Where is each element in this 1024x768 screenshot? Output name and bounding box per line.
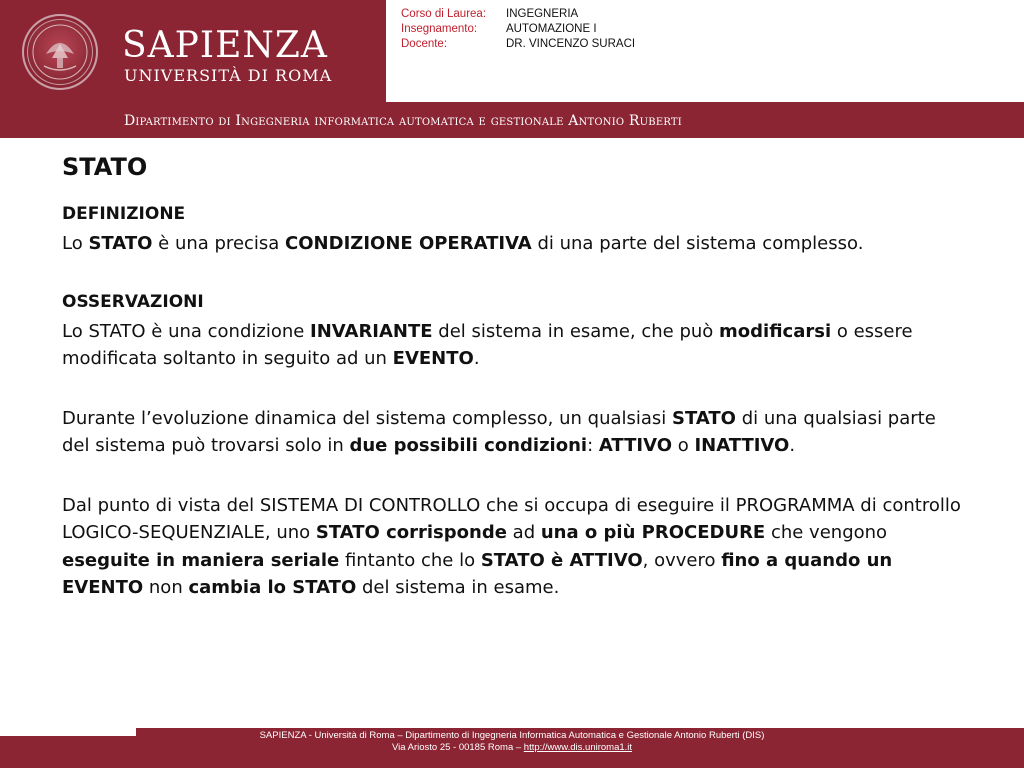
body-text: Dal punto di vista del SISTEMA DI CONTROLLO che si occupa di eseguire il PROGRAMMA di controllo LOGICO-SEQUENZIALE, uno [62,494,961,543]
department-bar [0,102,1024,138]
observation-paragraph-3 [62,492,962,602]
observation-paragraph-1 [62,318,962,373]
emphasis-text: EVENTO [392,348,474,369]
course-label: Insegnamento: [401,23,478,35]
slide-content [62,152,962,634]
body-text: . [789,435,796,456]
footer-contact-line [0,742,1024,753]
body-text: Lo STATO è una condizione [62,320,311,342]
emphasis-text: STATO [88,233,153,254]
emphasis-text: CONDIZIONE OPERATIVA [285,233,532,254]
course-value: AUTOMAZIONE I [506,23,597,35]
emphasis-text: INVARIANTE [310,320,433,342]
body-text: , ovvero [642,549,722,571]
section-heading-osservazioni: OSSERVAZIONI [62,291,204,312]
department-name: Dipartimento di Ingegneria informatica automatica e gestionale Antonio Ruberti [124,113,682,129]
footer-street: Via Ariosto 25 - 00185 Roma – [391,742,524,753]
body-text: fintanto che lo [339,549,481,571]
body-text: è una precisa [152,233,286,254]
body-text: di una qualsiasi parte del sistema può trovarsi solo in [62,407,936,456]
university-logo-panel [0,0,386,102]
body-text: o essere modificata soltanto in seguito ad un [62,320,913,369]
emphasis-text: cambia lo STATO [188,577,357,598]
course-row-teacher [401,37,635,52]
emphasis-text: STATO è ATTIVO [480,549,643,571]
course-label: Corso di Laurea: [401,8,487,20]
course-label: Docente: [401,38,448,50]
body-text: o [672,435,695,456]
university-seal-icon [22,14,98,90]
slide-title: STATO [62,153,148,181]
university-name: SAPIENZA [122,25,328,66]
emphasis-text: STATO [672,407,736,429]
body-text: : [587,435,599,456]
course-row-degree [401,7,635,22]
emphasis-text: STATO corrisponde [315,522,507,543]
observation-paragraph-2 [62,405,962,460]
emphasis-text: una o più PROCEDURE [540,522,766,543]
course-value: INGEGNERIA [506,8,579,20]
university-subtitle: UNIVERSITÀ DI ROMA [124,66,333,85]
body-text: . [473,348,480,369]
course-value: DR. VINCENZO SURACI [506,38,636,50]
emphasis-text: due possibili condizioni [349,435,588,456]
course-row-subject [401,22,635,37]
emphasis-text: ATTIVO [598,435,672,456]
body-text: Lo [62,233,89,254]
body-text: che vengono [765,522,888,543]
body-text: Durante l’evoluzione dinamica del sistema complesso, un qualsiasi [62,407,673,429]
body-text: non [143,577,189,598]
footer-address-line: SAPIENZA - Università di Roma – Dipartimento di Ingegneria Informatica Automatica e Gestionale Antonio Ruberti (DIS) [259,730,765,741]
body-text: del sistema in esame, che può [432,320,720,342]
course-info [401,7,635,52]
body-text: di una parte del sistema complesso. [531,233,864,254]
body-text: del sistema in esame. [356,577,560,598]
body-text: ad [506,522,541,543]
emphasis-text: eseguite in maniera seriale [62,549,340,571]
website-link[interactable]: http://www.dis.uniroma1.it [523,742,633,753]
emphasis-text: fino a quando un EVENTO [62,549,893,598]
definition-paragraph [62,230,962,258]
section-heading-definizione: DEFINIZIONE [62,204,186,224]
emphasis-text: modificarsi [719,320,832,342]
emphasis-text: INATTIVO [694,435,790,456]
